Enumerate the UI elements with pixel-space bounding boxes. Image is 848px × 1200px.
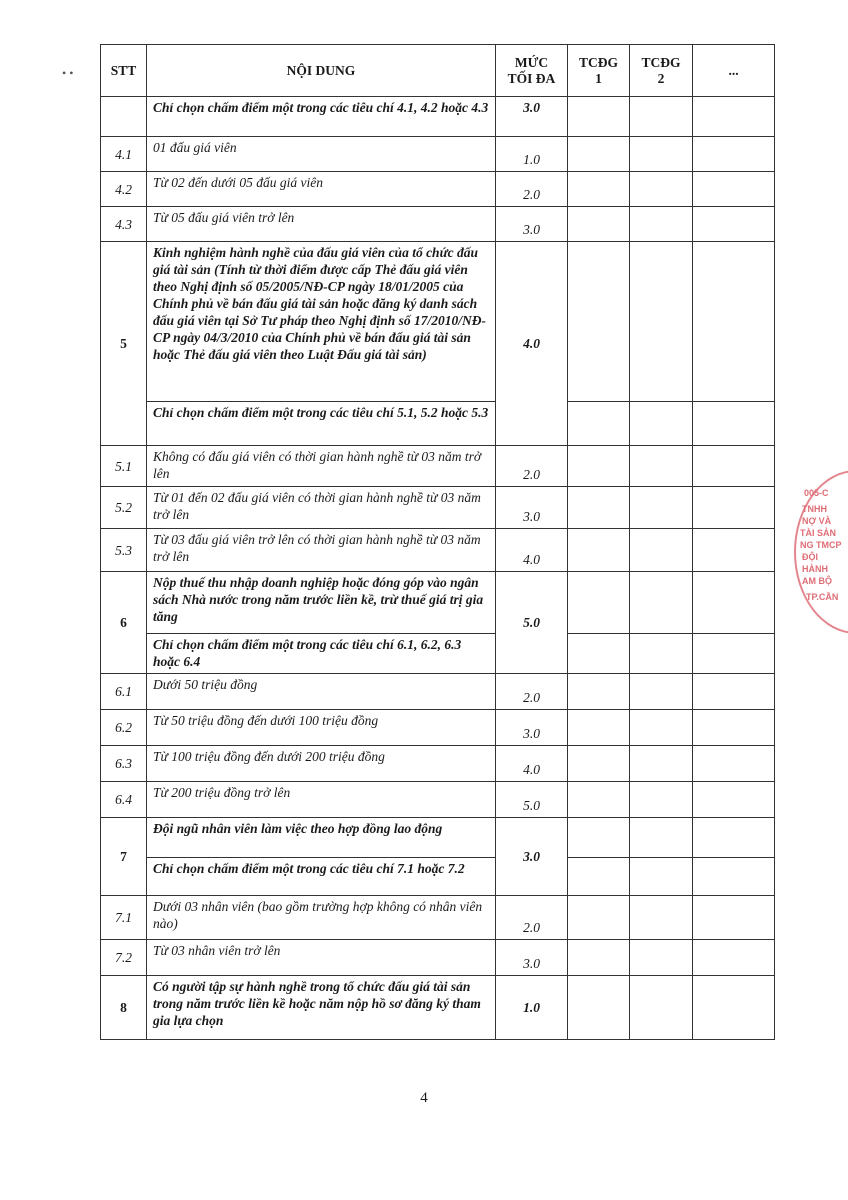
table-row: [101, 746, 775, 782]
row-content: Từ 100 triệu đồng đến dưới 200 triệu đồng: [147, 746, 496, 782]
table-row: [101, 976, 775, 1040]
row-content: Nộp thuế thu nhập doanh nghiệp hoặc đóng góp vào ngân sách Nhà nước trong năm trước liền kề, trừ thuế giá trị gia tăng: [147, 572, 496, 634]
row-max: 5.0: [496, 782, 568, 818]
row-content: Từ 03 nhân viên trở lên: [147, 940, 496, 976]
table-row: [101, 402, 775, 446]
row-max: 1.0: [496, 137, 568, 172]
row-max: 4.0: [496, 242, 568, 446]
row-content: 01 đấu giá viên: [147, 137, 496, 172]
row-stt: 7: [101, 818, 147, 896]
row-stt: 6.2: [101, 710, 147, 746]
header-stt: STT: [101, 45, 147, 97]
row-stt: 4.2: [101, 172, 147, 207]
table-row: [101, 207, 775, 242]
row-max: 3.0: [496, 97, 568, 137]
table-row: [101, 710, 775, 746]
row-stt: 7.2: [101, 940, 147, 976]
table-row: [101, 487, 775, 529]
row-max: 4.0: [496, 746, 568, 782]
scoring-table: [100, 44, 775, 1040]
table-row: [101, 137, 775, 172]
row-stt: 6.4: [101, 782, 147, 818]
row-stt: 4.3: [101, 207, 147, 242]
row-content: Có người tập sự hành nghề trong tổ chức đấu giá tài sản trong năm trước liền kề hoặc năm nộp hồ sơ đăng ký tham gia lựa chọn: [147, 976, 496, 1040]
table-row: [101, 782, 775, 818]
row-max: 2.0: [496, 446, 568, 487]
row-max: 2.0: [496, 674, 568, 710]
row-content: Từ 05 đấu giá viên trở lên: [147, 207, 496, 242]
row-content: Chỉ chọn chấm điểm một trong các tiêu chí 7.1 hoặc 7.2: [147, 858, 496, 896]
row-max: 4.0: [496, 529, 568, 572]
header-tcdg2: TCĐG 2: [630, 45, 693, 97]
table-row: [101, 896, 775, 940]
header-max: MỨC TỐI ĐA: [496, 45, 568, 97]
row-stt: 5.2: [101, 487, 147, 529]
row-content: Dưới 03 nhân viên (bao gồm trường hợp không có nhân viên nào): [147, 896, 496, 940]
row-stt: 7.1: [101, 896, 147, 940]
row-max: 3.0: [496, 818, 568, 896]
header-tcdg1: TCĐG 1: [568, 45, 630, 97]
row-content: Chỉ chọn chấm điểm một trong các tiêu chí 4.1, 4.2 hoặc 4.3: [147, 97, 496, 137]
table-row: [101, 529, 775, 572]
table-row: [101, 940, 775, 976]
row-stt: 6: [101, 572, 147, 674]
row-content: Từ 50 triệu đồng đến dưới 100 triệu đồng: [147, 710, 496, 746]
company-seal-stamp: 005-C TNHH NỢ VÀ TÀI SẢN NG TMCP ĐỘI HÀNH AM BỘ TP.CẦN: [794, 470, 848, 630]
row-max: 3.0: [496, 710, 568, 746]
row-content: Từ 01 đến 02 đấu giá viên có thời gian hành nghề từ 03 năm trở lên: [147, 487, 496, 529]
table-row: [101, 572, 775, 634]
row-max: 2.0: [496, 172, 568, 207]
row-stt: 4.1: [101, 137, 147, 172]
row-max: 3.0: [496, 487, 568, 529]
row-content: Kinh nghiệm hành nghề của đấu giá viên của tổ chức đấu giá tài sản (Tính từ thời điểm được cấp Thẻ đấu giá viên theo Nghị định số 05/2005/NĐ-CP ngày 18/01/2005 của Chính phủ về bán đấu giá tài sản hoặc đăng ký danh sách đấu giá viên tại Sở Tư pháp theo Nghị định số 17/2010/NĐ-CP ngày 04/3/2010 của Chính phủ về bán đấu giá tài sản hoặc Thẻ đấu giá viên theo Luật Đấu giá tài sản): [147, 242, 496, 402]
margin-marks: • •: [62, 66, 74, 80]
row-max: 3.0: [496, 940, 568, 976]
row-stt: 6.1: [101, 674, 147, 710]
row-content: Chỉ chọn chấm điểm một trong các tiêu chí 6.1, 6.2, 6.3 hoặc 6.4: [147, 634, 496, 674]
table-row: [101, 818, 775, 858]
table-row: [101, 446, 775, 487]
row-max: 2.0: [496, 896, 568, 940]
row-content: Từ 03 đấu giá viên trở lên có thời gian hành nghề từ 03 năm trở lên: [147, 529, 496, 572]
row-content: Từ 02 đến dưới 05 đấu giá viên: [147, 172, 496, 207]
table-row: [101, 634, 775, 674]
row-stt: 5: [101, 242, 147, 446]
row-content: Dưới 50 triệu đồng: [147, 674, 496, 710]
header-content: NỘI DUNG: [147, 45, 496, 97]
table-row: [101, 172, 775, 207]
row-max: 3.0: [496, 207, 568, 242]
table-row: [101, 674, 775, 710]
table-row: [101, 858, 775, 896]
table-row: [101, 97, 775, 137]
table-header-row: [101, 45, 775, 97]
row-content: Từ 200 triệu đồng trở lên: [147, 782, 496, 818]
header-more: ...: [693, 45, 775, 97]
row-stt: 5.3: [101, 529, 147, 572]
row-max: 1.0: [496, 976, 568, 1040]
row-stt: 6.3: [101, 746, 147, 782]
page-number: 4: [420, 1090, 428, 1106]
row-content: Đội ngũ nhân viên làm việc theo hợp đồng lao động: [147, 818, 496, 858]
row-content: Không có đấu giá viên có thời gian hành nghề từ 03 năm trở lên: [147, 446, 496, 487]
row-stt: 5.1: [101, 446, 147, 487]
row-max: 5.0: [496, 572, 568, 674]
row-content: Chỉ chọn chấm điểm một trong các tiêu chí 5.1, 5.2 hoặc 5.3: [147, 402, 496, 446]
row-stt: 8: [101, 976, 147, 1040]
table-row: [101, 242, 775, 402]
